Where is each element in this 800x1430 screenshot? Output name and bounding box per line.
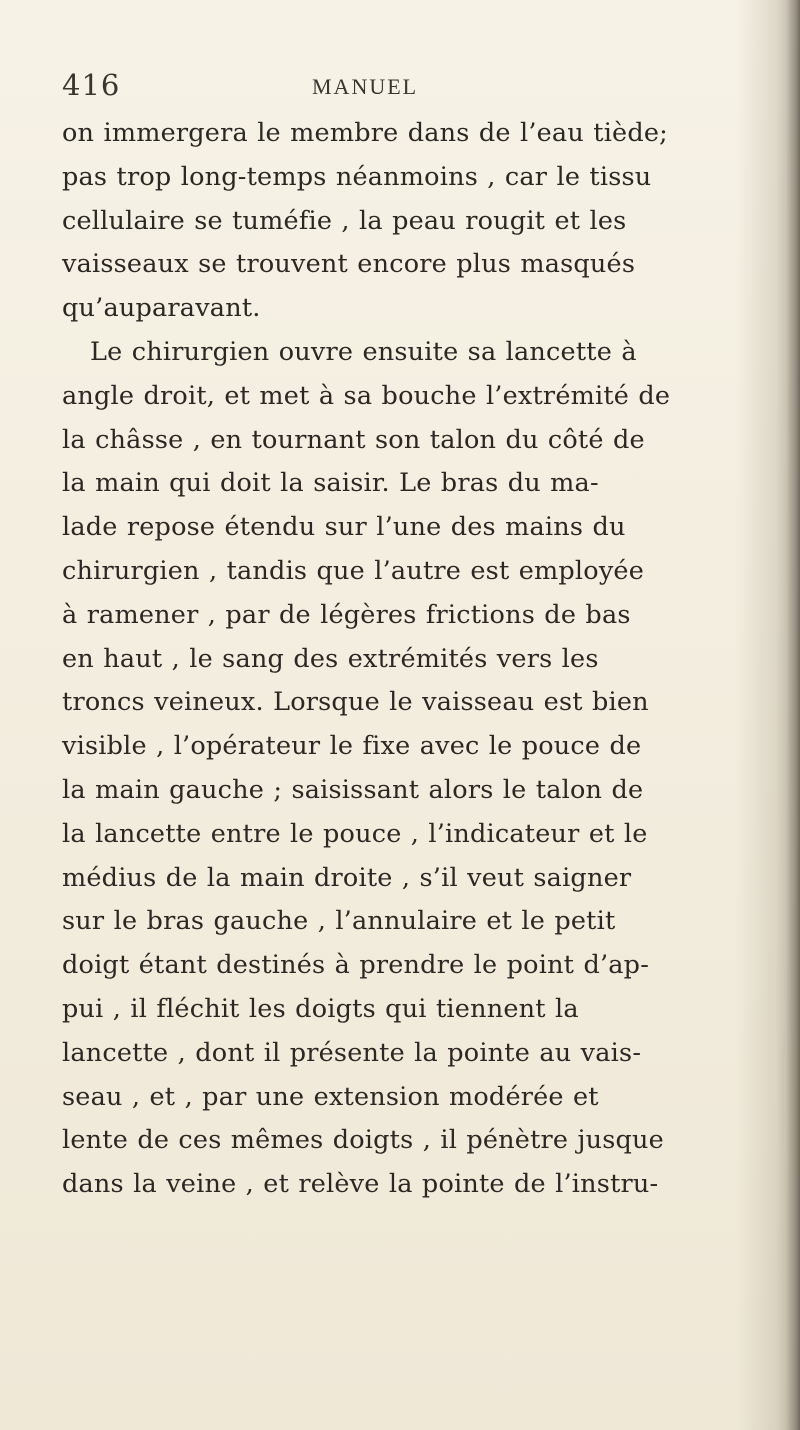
text-line: cellulaire se tuméfie , la peau rougit et les [62, 205, 627, 236]
text-line: doigt étant destinés à prendre le point d’ap- [62, 950, 650, 981]
text-line: on immergera le membre dans de l’eau tiède; [62, 118, 668, 148]
text-line: à ramener , par de légères frictions de bas [62, 599, 631, 630]
page-header [62, 68, 742, 108]
text-line: troncs veineux. Lorsque le vaisseau est bien [62, 687, 649, 718]
text-line: lancette , dont il présente la pointe au vais- [62, 1037, 642, 1068]
text-line: seau , et , par une extension modérée et [62, 1081, 599, 1112]
body-text [62, 112, 762, 1207]
page-number: 416 [62, 68, 121, 102]
text-line: dans la veine , et relève la pointe de l’instru- [62, 1169, 659, 1200]
text-line: lente de ces mêmes doigts , il pénètre jusque [62, 1125, 664, 1156]
text-line: chirurgien , tandis que l’autre est employée [62, 555, 645, 586]
text-line: lade repose étendu sur l’une des mains du [62, 512, 626, 543]
text-line: la lancette entre le pouce , l’indicateur et le [62, 818, 648, 849]
text-line: qu’auparavant. [62, 293, 261, 324]
text-line: la châsse , en tournant son talon du côté de [62, 424, 645, 455]
text-line: Le chirurgien ouvre ensuite sa lancette à [90, 336, 637, 367]
text-line: pas trop long-temps néanmoins , car le tissu [62, 161, 652, 192]
text-line: la main qui doit la saisir. Le bras du ma- [62, 468, 599, 499]
page-edge-shadow [786, 0, 800, 1430]
text-line: vaisseaux se trouvent encore plus masqués [62, 249, 636, 280]
text-line: visible , l’opérateur le fixe avec le pouce de [62, 731, 642, 762]
text-line: pui , il fléchit les doigts qui tiennent la [62, 993, 579, 1024]
text-line: médius de la main droite , s’il veut saigner [62, 862, 632, 893]
text-line: en haut , le sang des extrémités vers les [62, 643, 599, 674]
text-line: angle droit, et met à sa bouche l’extrémité de [62, 380, 671, 411]
text-line: sur le bras gauche , l’annulaire et le petit [62, 906, 616, 937]
text-line: la main gauche ; saisissant alors le talon de [62, 774, 644, 805]
running-title: MANUEL [312, 74, 419, 99]
